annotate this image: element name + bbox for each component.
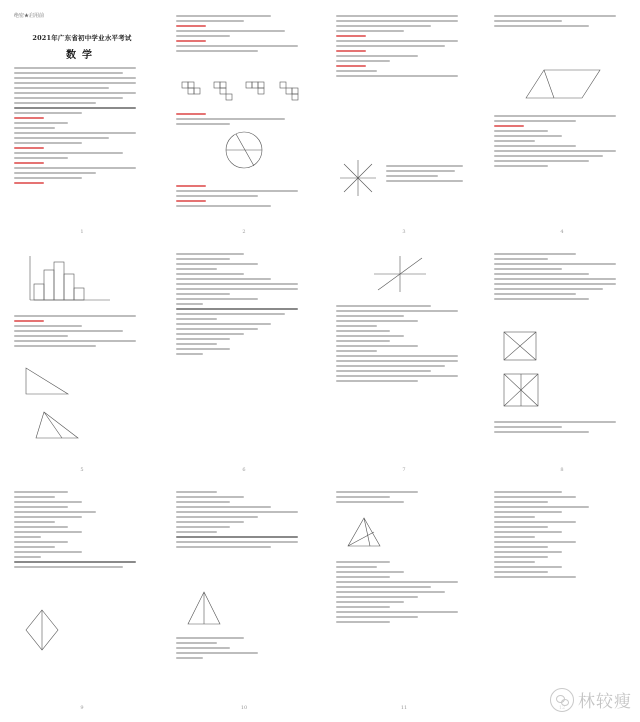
exam-page-10 [170,484,318,714]
parallelogram-figure [514,64,604,104]
page-number: 6 [242,467,246,473]
exam-page-12 [488,484,636,714]
circle-figure [214,126,274,174]
exam-page-5 [8,246,156,476]
wechat-logo-icon [550,688,574,712]
star-figure [338,158,378,198]
page-number: 1 [80,229,84,235]
exam-page-4 [488,8,636,238]
page-number: 11 [400,705,408,711]
watermark-account-name: 林较瘦 [578,692,632,712]
exam-page-11 [330,484,478,714]
page-number: 3 [402,229,406,235]
exam-title: 2021年广东省初中学业水平考试 [32,34,132,42]
right-triangle-figure [22,364,72,398]
exam-page-8 [488,246,636,476]
exam-page-9 [8,484,156,714]
page-number: 8 [560,467,564,473]
histogram-figure [24,254,114,304]
page-number: 2 [242,229,246,235]
square-grid-figure [500,370,544,410]
cube-net-figures [180,80,310,102]
coordinate-graph-figure [370,254,430,294]
exam-page-2 [170,8,318,238]
page-number: 5 [80,467,84,473]
kite-figure [22,606,62,654]
page-number: 7 [402,467,406,473]
exam-subject: 数学 [66,50,98,61]
page-number: 9 [80,705,84,711]
exam-page-7 [330,246,478,476]
account-watermark [550,687,632,712]
square-diagonals-figure [500,328,544,364]
exam-page-3 [330,8,478,238]
page-number: 4 [560,229,564,235]
fold-triangle-figure [32,408,82,442]
pyramid-figure [344,514,384,550]
confidential-label: 绝密★启用前 [14,13,45,19]
exam-page-1 [8,8,156,238]
page-number: 10 [240,705,248,711]
triangle-bisector-figure [184,588,224,628]
exam-page-6 [170,246,318,476]
